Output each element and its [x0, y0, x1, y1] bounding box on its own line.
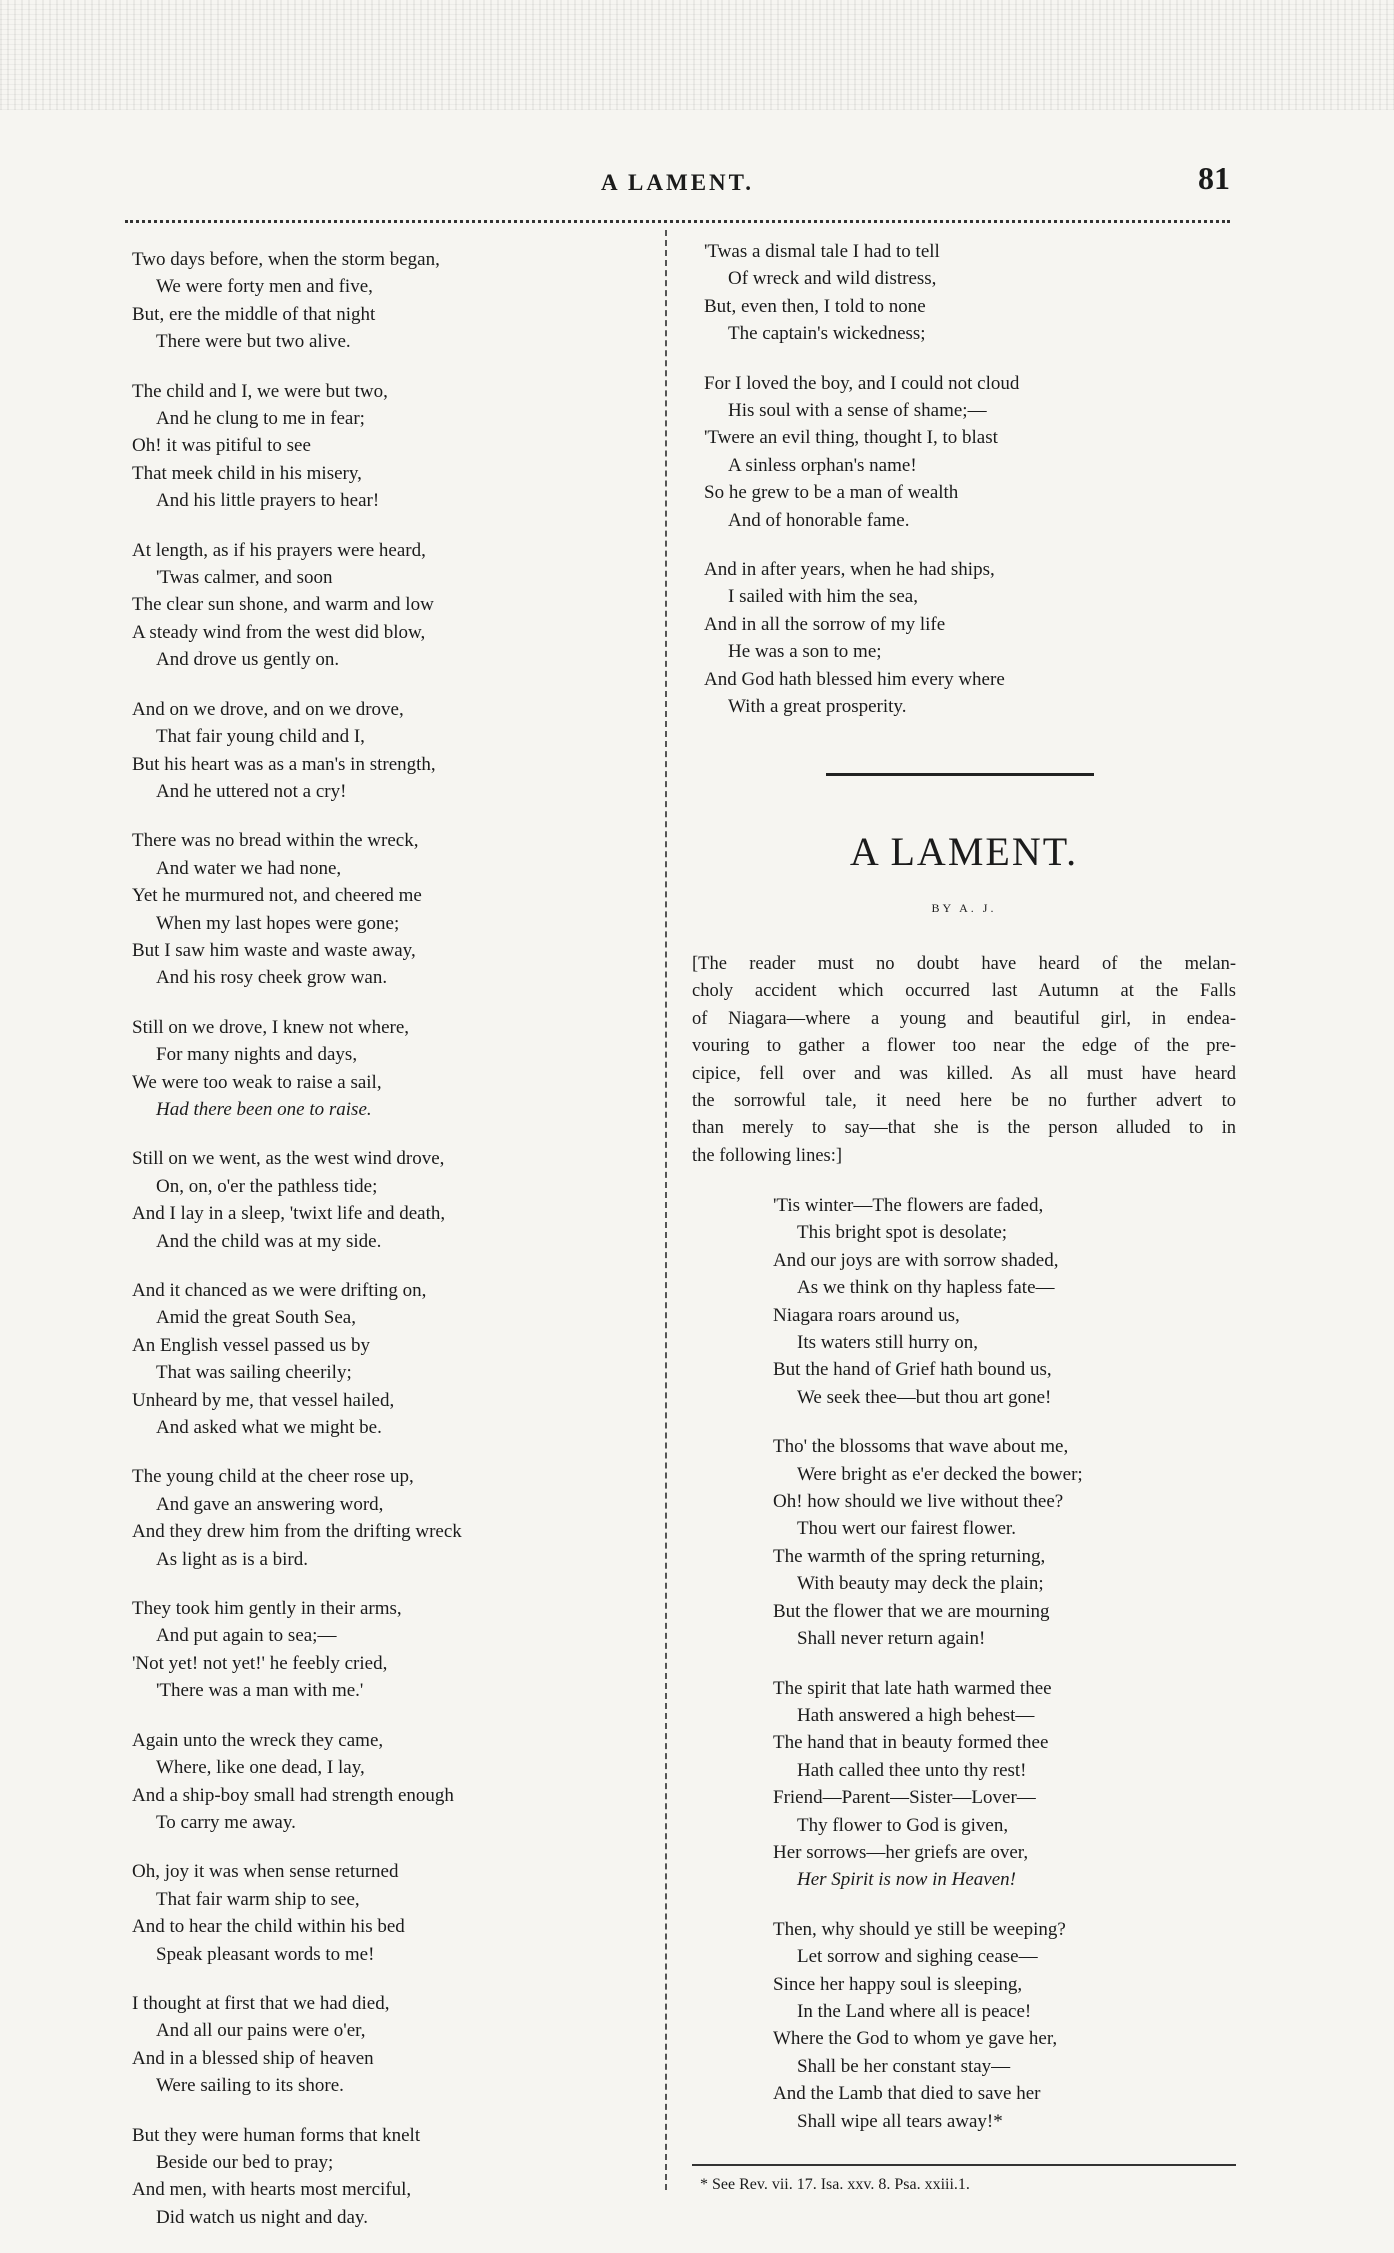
- intro-line: the following lines:]: [692, 1145, 843, 1166]
- verse-line: And he uttered not a cry!: [156, 780, 347, 802]
- verse-line: But, ere the middle of that night: [132, 303, 376, 325]
- verse-line: The young child at the cheer rose up,: [132, 1466, 414, 1488]
- verse-line: That fair young child and I,: [156, 726, 365, 748]
- stanza: [773, 1192, 1233, 1411]
- verse-line: And water we had none,: [156, 857, 342, 879]
- footnote-rule: [692, 2164, 1236, 2166]
- verse-line: And in all the sorrow of my life: [704, 613, 946, 635]
- stanza: [132, 1595, 652, 1705]
- verse-line: 'Twas calmer, and soon: [156, 567, 333, 589]
- right-column-poem-continuation: [704, 238, 1224, 743]
- stanza: [773, 1916, 1233, 2135]
- verse-line: As light as is a bird.: [156, 1548, 308, 1570]
- verse-line: Since her happy soul is sleeping,: [773, 1973, 1023, 1995]
- verse-line: But the flower that we are mourning: [773, 1600, 1050, 1622]
- verse-line: Shall wipe all tears away!*: [797, 2110, 1003, 2132]
- verse-line: And our joys are with sorrow shaded,: [773, 1249, 1059, 1271]
- verse-line: And all our pains were o'er,: [156, 2020, 366, 2042]
- intro-line: than merely to say—that she is the person alluded to in: [692, 1118, 1236, 1139]
- verse-line: The warmth of the spring returning,: [773, 1545, 1046, 1567]
- intro-line: of Niagara—where a young and beautiful girl, in endea-: [692, 1008, 1236, 1029]
- verse-line: For many nights and days,: [156, 1044, 358, 1066]
- verse-line: The hand that in beauty formed thee: [773, 1732, 1049, 1754]
- verse-line: And the Lamb that died to save her: [773, 2083, 1041, 2105]
- stanza: [132, 1014, 652, 1124]
- verse-line: And gave an answering word,: [156, 1493, 384, 1515]
- column-divider: [665, 230, 667, 2190]
- poem-title: A LAMENT.: [849, 829, 1079, 874]
- page-number: 81: [1198, 160, 1230, 196]
- stanza: [132, 1145, 652, 1255]
- poem-byline: BY A. J.: [931, 901, 997, 915]
- verse-line: And I lay in a sleep, 'twixt life and death,: [132, 1203, 446, 1225]
- verse-line: In the Land where all is peace!: [797, 2000, 1032, 2022]
- verse-line: And his rosy cheek grow wan.: [156, 967, 388, 989]
- verse-line: On, on, o'er the pathless tide;: [156, 1175, 378, 1197]
- running-title: A LAMENT.: [600, 170, 755, 195]
- verse-line: A steady wind from the west did blow,: [132, 621, 426, 643]
- verse-line: Had there been one to raise.: [156, 1098, 372, 1120]
- verse-line: Oh, joy it was when sense returned: [132, 1861, 399, 1883]
- verse-line: The spirit that late hath warmed thee: [773, 1677, 1052, 1699]
- verse-line: 'Not yet! not yet!' he feebly cried,: [132, 1652, 388, 1674]
- stanza: [704, 370, 1224, 534]
- verse-line: Amid the great South Sea,: [156, 1307, 356, 1329]
- verse-line: The captain's wickedness;: [728, 323, 926, 345]
- verse-line: And of honorable fame.: [728, 509, 910, 531]
- verse-line: To carry me away.: [156, 1811, 296, 1833]
- verse-line: Her sorrows—her griefs are over,: [773, 1841, 1029, 1863]
- verse-line: And put again to sea;—: [156, 1625, 337, 1647]
- stanza: [773, 1675, 1233, 1894]
- verse-line: Let sorrow and sighing cease—: [797, 1946, 1038, 1968]
- verse-line: I sailed with him the sea,: [728, 586, 918, 608]
- verse-line: For I loved the boy, and I could not cloud: [704, 372, 1020, 394]
- verse-line: So he grew to be a man of wealth: [704, 482, 959, 504]
- verse-line: A sinless orphan's name!: [728, 454, 917, 476]
- verse-line: Of wreck and wild distress,: [728, 268, 937, 290]
- verse-line: And in a blessed ship of heaven: [132, 2047, 374, 2069]
- verse-line: Unheard by me, that vessel hailed,: [132, 1389, 395, 1411]
- stanza: [132, 1463, 652, 1573]
- verse-line: Tho' the blossoms that wave about me,: [773, 1436, 1069, 1458]
- stanza: [132, 1727, 652, 1837]
- verse-line: As we think on thy hapless fate—: [797, 1277, 1055, 1299]
- verse-line: His soul with a sense of shame;—: [728, 400, 987, 422]
- intro-line: choly accident which occurred last Autumn at the Falls: [692, 981, 1236, 1002]
- verse-line: With a great prosperity.: [728, 696, 907, 718]
- verse-line: 'There was a man with me.': [156, 1680, 364, 1702]
- stanza: [132, 246, 652, 356]
- verse-line: And in after years, when he had ships,: [704, 559, 995, 581]
- verse-line: Niagara roars around us,: [773, 1304, 960, 1326]
- verse-line: And on we drove, and on we drove,: [132, 698, 404, 720]
- verse-line: And men, with hearts most merciful,: [132, 2179, 412, 2201]
- intro-line: cipice, fell over and was killed. As all must have heard: [692, 1063, 1236, 1084]
- verse-line: 'Twere an evil thing, thought I, to blast: [704, 427, 998, 449]
- verse-line: And to hear the child within his bed: [132, 1916, 405, 1938]
- verse-line: 'Twas a dismal tale I had to tell: [704, 241, 940, 262]
- verse-line: Speak pleasant words to me!: [156, 1943, 375, 1965]
- verse-line: Still on we went, as the west wind drove,: [132, 1148, 445, 1170]
- header-rule: [125, 220, 1230, 223]
- verse-line: We were too weak to raise a sail,: [132, 1071, 382, 1093]
- verse-line: The child and I, we were but two,: [132, 380, 388, 402]
- verse-line: That meek child in his misery,: [132, 462, 362, 484]
- verse-line: But they were human forms that knelt: [132, 2124, 421, 2146]
- intro-line: the sorrowful tale, it need here be no further advert to: [692, 1091, 1236, 1112]
- stanza: [132, 696, 652, 806]
- verse-line: The clear sun shone, and warm and low: [132, 594, 434, 616]
- verse-line: Then, why should ye still be weeping?: [773, 1918, 1066, 1940]
- verse-line: Shall be her constant stay—: [797, 2055, 1011, 2077]
- verse-line: Were sailing to its shore.: [156, 2075, 344, 2097]
- verse-line: Thy flower to God is given,: [797, 1814, 1009, 1836]
- verse-line: Again unto the wreck they came,: [132, 1729, 384, 1751]
- verse-line: Thou wert our fairest flower.: [797, 1518, 1016, 1540]
- intro-line: vouring to gather a flower too near the edge of the pre-: [692, 1036, 1236, 1057]
- verse-line: This bright spot is desolate;: [797, 1222, 1008, 1244]
- verse-line: He was a son to me;: [728, 641, 882, 663]
- stanza: [132, 1990, 652, 2100]
- verse-line: That was sailing cheerily;: [156, 1362, 352, 1384]
- page-header: [125, 160, 1230, 210]
- verse-line: Hath called thee unto thy rest!: [797, 1759, 1027, 1781]
- verse-line: We were forty men and five,: [156, 276, 373, 298]
- verse-line: Where the God to whom ye gave her,: [773, 2028, 1058, 2050]
- poem-introduction: [692, 951, 1236, 1170]
- stanza: [704, 238, 1224, 348]
- verse-line: But I saw him waste and waste away,: [132, 939, 416, 961]
- stanza: [132, 1858, 652, 1968]
- verse-line: Oh! it was pitiful to see: [132, 435, 311, 457]
- intro-line: [The reader must no doubt have heard of the melan-: [692, 954, 1236, 974]
- verse-line: Its waters still hurry on,: [797, 1332, 979, 1354]
- verse-line: Shall never return again!: [797, 1628, 986, 1650]
- verse-line: An English vessel passed us by: [132, 1334, 371, 1356]
- verse-line: They took him gently in their arms,: [132, 1598, 402, 1620]
- lament-poem: [773, 1192, 1233, 2157]
- verse-line: Still on we drove, I knew not where,: [132, 1016, 410, 1038]
- verse-line: Her Spirit is now in Heaven!: [797, 1869, 1017, 1891]
- verse-line: We seek thee—but thou art gone!: [797, 1386, 1052, 1408]
- verse-line: Hath answered a high behest—: [797, 1704, 1035, 1726]
- page-noise-band: [0, 0, 1394, 110]
- verse-line: Oh! how should we live without thee?: [773, 1491, 1064, 1513]
- verse-line: Where, like one dead, I lay,: [156, 1757, 365, 1779]
- footnote: * See Rev. vii. 17. Isa. xxv. 8. Psa. xxiii.1.: [700, 2176, 970, 2193]
- stanza: [704, 556, 1224, 720]
- verse-line: And drove us gently on.: [156, 649, 340, 671]
- verse-line: 'Tis winter—The flowers are faded,: [773, 1195, 1044, 1216]
- stanza: [773, 1433, 1233, 1652]
- verse-line: But his heart was as a man's in strength,: [132, 753, 436, 775]
- verse-line: There was no bread within the wreck,: [132, 830, 419, 852]
- verse-line: At length, as if his prayers were heard,: [132, 539, 426, 561]
- verse-line: And a ship-boy small had strength enough: [132, 1784, 454, 1806]
- verse-line: There were but two alive.: [156, 331, 351, 353]
- verse-line: Two days before, when the storm began,: [132, 249, 440, 270]
- stanza: [132, 827, 652, 991]
- verse-line: Were bright as e'er decked the bower;: [797, 1463, 1083, 1485]
- verse-line: With beauty may deck the plain;: [797, 1573, 1044, 1595]
- verse-line: And asked what we might be.: [156, 1417, 382, 1439]
- verse-line: Did watch us night and day.: [156, 2206, 368, 2228]
- verse-line: But the hand of Grief hath bound us,: [773, 1359, 1052, 1381]
- verse-line: I thought at first that we had died,: [132, 1992, 390, 2014]
- verse-line: And the child was at my side.: [156, 1230, 382, 1252]
- verse-line: And it chanced as we were drifting on,: [132, 1280, 427, 1301]
- stanza: [132, 378, 652, 515]
- verse-line: And he clung to me in fear;: [156, 408, 365, 430]
- verse-line: And God hath blessed him every where: [704, 668, 1005, 690]
- verse-line: But, even then, I told to none: [704, 295, 926, 317]
- verse-line: And they drew him from the drifting wreck: [132, 1521, 462, 1543]
- left-column-poem: [132, 246, 652, 2253]
- section-separator: [826, 773, 1094, 776]
- stanza: [132, 1277, 652, 1441]
- verse-line: Friend—Parent—Sister—Lover—: [773, 1787, 1036, 1809]
- verse-line: And his little prayers to hear!: [156, 490, 380, 512]
- verse-line: Beside our bed to pray;: [156, 2151, 334, 2173]
- verse-line: When my last hopes were gone;: [156, 912, 400, 934]
- stanza: [132, 537, 652, 674]
- verse-line: That fair warm ship to see,: [156, 1888, 360, 1910]
- verse-line: Yet he murmured not, and cheered me: [132, 885, 422, 907]
